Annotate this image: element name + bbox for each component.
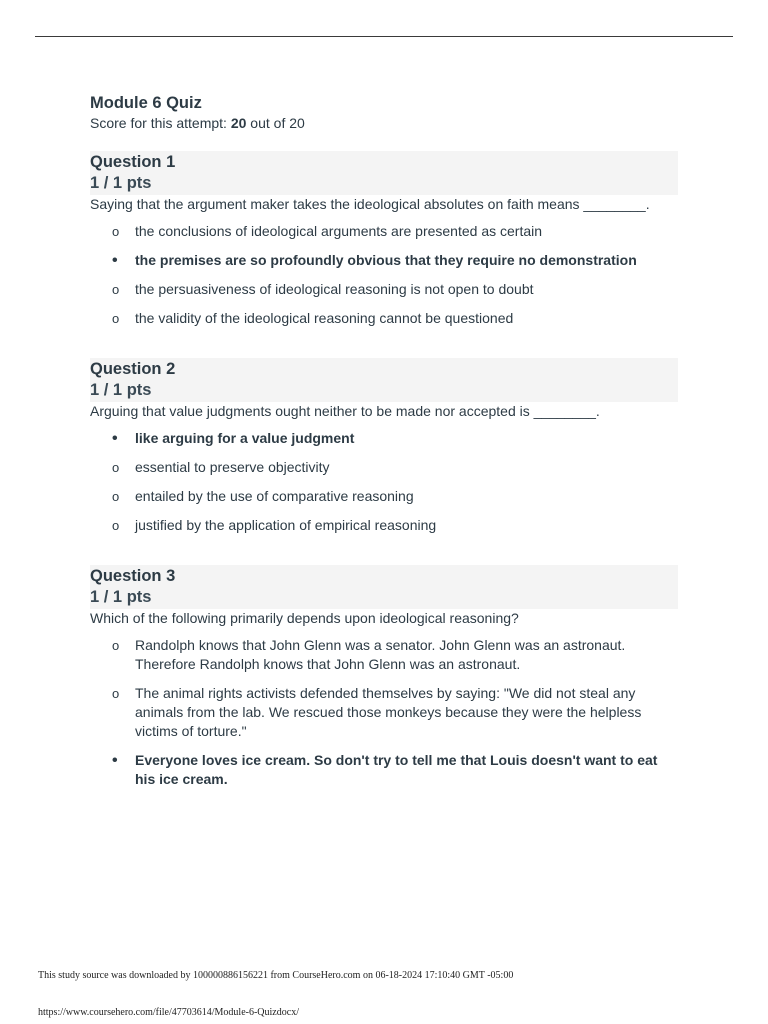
question-points: 1 / 1 pts <box>90 588 152 606</box>
score-line <box>90 113 678 133</box>
answer-option <box>90 222 678 241</box>
source-url[interactable]: https://www.coursehero.com/file/47703614/Module-6-Quizdocx/ <box>38 1007 299 1018</box>
bullet-marker: • <box>112 430 118 447</box>
answer-text: entailed by the use of comparative reasoning <box>135 488 414 504</box>
answer-option <box>90 458 678 477</box>
answer-text: like arguing for a value judgment <box>135 430 355 446</box>
answer-option-correct <box>90 429 678 448</box>
score-label: Score for this attempt: <box>90 115 231 131</box>
question-3 <box>90 565 678 789</box>
question-header <box>90 565 678 609</box>
answer-option-correct <box>90 751 678 789</box>
answer-option <box>90 280 678 299</box>
bullet-marker: o <box>112 460 120 475</box>
answer-text: Randolph knows that John Glenn was a senator. John Glenn was an astronaut. Therefore Randolph knows that John Glenn was an astronaut. <box>135 637 626 672</box>
score-value: 20 <box>230 115 247 131</box>
answer-text: the persuasiveness of ideological reasoning is not open to doubt <box>135 281 534 297</box>
answer-text: the validity of the ideological reasoning cannot be questioned <box>135 310 514 326</box>
bullet-marker: o <box>112 282 120 297</box>
answer-option <box>90 487 678 506</box>
question-header <box>90 151 678 195</box>
question-text: Which of the following primarily depends upon ideological reasoning? <box>90 610 519 626</box>
question-title: Question 1 <box>90 153 176 171</box>
question-points: 1 / 1 pts <box>90 381 152 399</box>
question-text: Arguing that value judgments ought neither to be made nor accepted is ________. <box>90 403 600 419</box>
question-text: Saying that the argument maker takes the ideological absolutes on faith means ________. <box>90 196 650 212</box>
download-notice: This study source was downloaded by 100000886156221 from CourseHero.com on 06-18-2024 17:10:40 GMT -05:00 <box>38 970 514 981</box>
score-suffix: out of 20 <box>246 115 305 131</box>
question-title: Question 3 <box>90 567 176 585</box>
quiz-title: Module 6 Quiz <box>90 94 202 112</box>
bullet-marker: o <box>112 311 120 326</box>
answer-option-correct <box>90 251 678 270</box>
answer-list <box>90 222 678 328</box>
question-2 <box>90 358 678 535</box>
bullet-marker: o <box>112 224 120 239</box>
quiz-content <box>90 93 678 799</box>
answer-list <box>90 429 678 535</box>
answer-text: The animal rights activists defended themselves by saying: "We did not steal any animals from the lab. We rescued those monkeys because they were the helpless victims of torture." <box>135 685 642 739</box>
answer-text: Everyone loves ice cream. So don't try to tell me that Louis doesn't want to eat his ice cream. <box>135 752 658 787</box>
answer-text: essential to preserve objectivity <box>135 459 330 475</box>
question-title: Question 2 <box>90 360 176 378</box>
answer-option <box>90 516 678 535</box>
answer-text: the conclusions of ideological arguments are presented as certain <box>135 223 543 239</box>
answer-text: the premises are so profoundly obvious that they require no demonstration <box>135 252 637 268</box>
answer-list <box>90 636 678 789</box>
bullet-marker: o <box>112 518 120 533</box>
question-1 <box>90 151 678 328</box>
question-points: 1 / 1 pts <box>90 174 152 192</box>
answer-option <box>90 636 678 674</box>
answer-option <box>90 684 678 741</box>
bullet-marker: o <box>112 686 120 701</box>
bullet-marker: • <box>112 252 118 269</box>
bullet-marker: • <box>112 752 118 769</box>
answer-option <box>90 309 678 328</box>
bullet-marker: o <box>112 489 120 504</box>
bullet-marker: o <box>112 638 120 653</box>
question-header <box>90 358 678 402</box>
top-divider <box>35 36 733 37</box>
answer-text: justified by the application of empirical reasoning <box>135 517 437 533</box>
